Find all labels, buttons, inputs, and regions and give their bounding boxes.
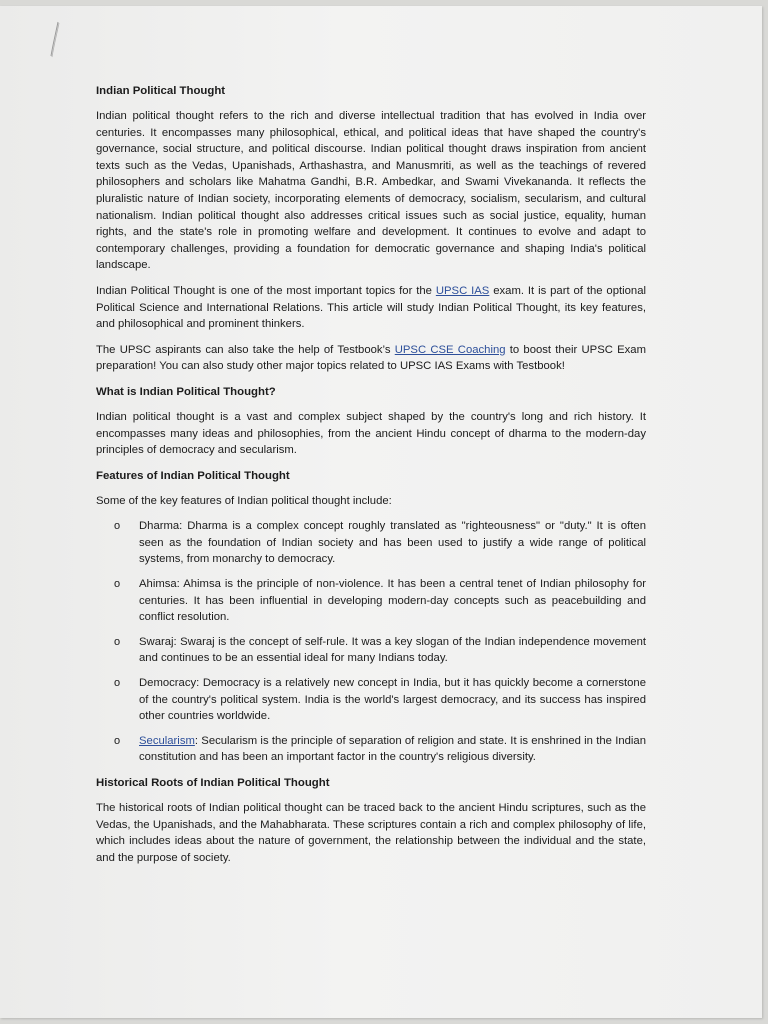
what-heading: What is Indian Political Thought? — [96, 385, 276, 398]
bullet-icon: o — [114, 635, 121, 648]
intro-paragraph: Indian political thought refers to the rich and diverse intellectual tradition that has evolved in India over centuries. It encompasses many philosophical, ethical, and political ideas that have shaped the country's governance, social structure, and political discourse. Indian political thought draws inspiration from ancient texts such as the Vedas, Upanishads, Arthashastra, and Manusmriti, as well as the teachings of revered philosophers and scholars like Mahatma Gandhi, B.R. Ambedkar, and Swami Vivekananda. It reflects the pluralistic nature of Indian society, incorporating elements of democracy, socialism, secularism, and cultural nationalism. Indian political thought also addresses critical issues such as social justice, equality, human rights, and the state's role in promoting welfare and development. It continues to evolve and adapt to contemporary challenges, providing a foundation for democratic governance and shaping India's political landscape. — [96, 110, 646, 272]
bullet-icon: o — [114, 520, 121, 533]
upsc-cse-coaching-link[interactable]: UPSC CSE Coaching — [394, 343, 506, 356]
feature-item-democracy: o Democracy: Democracy is a relatively new concept in India, but it has quickly become a cornerstone of the country's political system. India is the world's largest democracy, and its success has inspired other countries worldwide. — [114, 677, 646, 723]
upsc-ias-link[interactable]: UPSC IAS — [435, 284, 490, 297]
bullet-icon: o — [114, 578, 121, 591]
pen-mark-icon — [44, 20, 64, 60]
roots-heading: Historical Roots of Indian Political Thought — [96, 777, 330, 789]
roots-paragraph: The historical roots of Indian political thought can be traced back to the ancient Hindu scriptures, such as the Vedas, the Upanishads, and the Mahabharata. These scriptures contain a rich and complex philosophy of life, which includes ideas about the nature of government, the relationship between the individual and the state, and the purpose of society. — [96, 802, 646, 864]
features-heading: Features of Indian Political Thought — [96, 469, 290, 482]
features-intro: Some of the key features of Indian political thought include: — [96, 494, 392, 507]
feature-item-ahimsa: o Ahimsa: Ahimsa is the principle of non-violence. It has been a central tenet of Indian philosophy for centuries. It has been influential in developing modern-day concepts such as peacebuilding and conflict resolution. — [114, 578, 646, 624]
secularism-link[interactable]: Secularism — [139, 734, 195, 747]
feature-item-secularism: o Secularism: Secularism is the principle of separation of religion and state. It is enshrined in the Indian constitution and has been an important factor in the country's religious diversity. — [114, 734, 646, 764]
feature-item-dharma: o Dharma: Dharma is a complex concept roughly translated as "righteousness" or "duty." It is often seen as the foundation of Indian society and has been used to justify a wide range of political systems, from monarchy to democracy. — [114, 520, 646, 566]
features-list — [96, 518, 646, 766]
article-title: Indian Political Thought — [96, 85, 226, 97]
article-body — [96, 83, 646, 875]
testbook-paragraph: The UPSC aspirants can also take the help of Testbook’s UPSC CSE Coaching to boost their UPSC Exam preparation! You can also study other major topics related to UPSC IAS Exams with Testbook! — [96, 343, 646, 373]
bullet-icon: o — [114, 677, 121, 690]
document-page — [0, 6, 762, 1018]
what-paragraph: Indian political thought is a vast and complex subject shaped by the country's long and rich history. It encompasses many ideas and philosophies, from the ancient Hindu concept of dharma to the modern-day principles of democracy and secularism. — [96, 410, 646, 457]
upsc-paragraph: Indian Political Thought is one of the most important topics for the UPSC IAS exam. It is part of the optional Political Science and International Relations. This article will study Indian Political Thought, its key features, and philosophical and prominent thinkers. — [96, 284, 646, 331]
feature-item-swaraj: o Swaraj: Swaraj is the concept of self-rule. It was a key slogan of the Indian independence movement and continues to be an essential ideal for many Indians today. — [114, 635, 646, 665]
bullet-icon: o — [114, 734, 121, 747]
